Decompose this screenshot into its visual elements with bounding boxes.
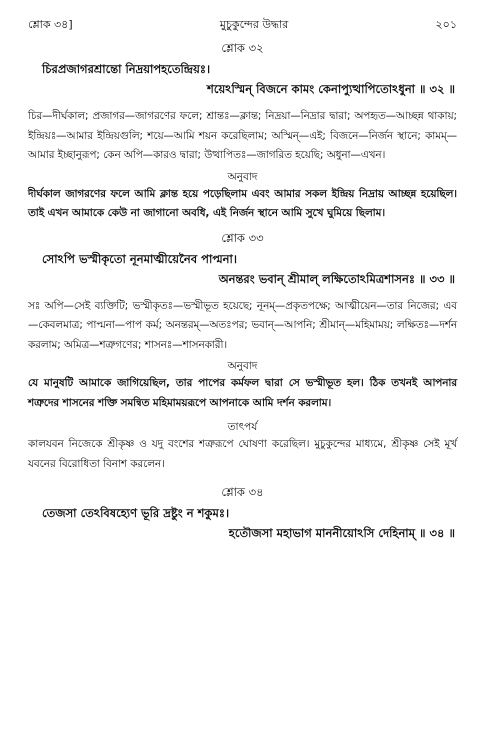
verse-33-translation: যে মানুষটি আমাকে জাগিয়েছিল, তার পাপের কর্মফল দ্বারা সে ভস্মীভূত হল। ঠিক তখনই আপনার শত্রুদের শাসনের শক্তি সমন্বিত মহিমাময়রূপে আপনাকে আমি দর্শন করলাম। bbox=[28, 377, 457, 409]
verse-33-line-1: সোঽপি ভস্মীকৃতো নূনমাত্মীয়েনৈব পাপ্মনা। bbox=[42, 251, 237, 266]
header-verse-ref: শ্লোক ৩৪] bbox=[28, 18, 73, 31]
verse-32-label: শ্লোক ৩২ bbox=[221, 41, 264, 55]
verse-32-synonyms: চির—দীর্ঘকাল; প্রজাগর—জাগরণের ফলে; শ্রান্তঃ—ক্লান্ত; নিদ্রয়া—নিদ্রার দ্বারা; অপহৃত—আচ্ছন্ন থাকায়; ইন্দ্রিয়ঃ—আমার ইন্দ্রিয়গুলি; শয়ে—আমি শয়ন করেছিলাম; অস্মিন্—এই; বিজনে—নির্জন স্থানে; কামম্—আমার ইচ্ছানুরূপ; কেন অপি—কারও দ্বারা; উত্থাপিতঃ—জাগরিত হয়েছি; অধুনা—এখন। bbox=[28, 110, 457, 161]
verse-32-translation: দীর্ঘকাল জাগরণের ফলে আমি ক্লান্ত হয়ে পড়েছিলাম এবং আমার সকল ইন্দ্রিয় নিদ্রায় আচ্ছন্ন হয়েছিল। তাই এখন আমাকে কেউ না জাগানো অবধি, এই নির্জন স্থানে আমি সুখে ঘুমিয়ে ছিলাম। bbox=[28, 187, 457, 219]
header-chapter-title: মুচুকুন্দের উদ্ধার bbox=[219, 18, 289, 31]
verse-34-line-2: হতৌজসা মহাভাগ মাননীয়োঽসি দেহিনাম্ ॥ ৩৪ ॥ bbox=[228, 526, 455, 540]
verse-34-label: শ্লোক ৩৪ bbox=[221, 485, 264, 499]
verse-33-line-2: অনন্তরং ভবান্ শ্রীমাল্ লক্ষিতোঽমিত্রশাসনঃ ॥ ৩৩ ॥ bbox=[218, 271, 455, 286]
verse-34-line-1: তেজসা তেঽবিষহ্যেণ ভূরি দ্রষ্টুং ন শকুমঃ। bbox=[42, 506, 230, 520]
running-header bbox=[28, 16, 457, 34]
verse-33-synonyms: সঃ অপি—সেই ব্যক্তিটি; ভস্মীকৃতঃ—ভস্মীভূত হয়েছে; নূনম্—প্রকৃতপক্ষে; আত্মীয়েন—তার নিজের; এব—কেবলমাত্র; পাপ্মনা—পাপ কর্ম; অনন্তরম্—অতঃপর; ভবান্—আপনি; শ্রীমান্—মহিমাময়; লক্ষিতঃ—দর্শন করলাম; অমিত্র—শত্রুগণের; শাসনঃ—শাসনকারী। bbox=[28, 299, 457, 351]
verse-32-translation-label: অনুবাদ bbox=[227, 170, 258, 183]
book-page bbox=[0, 16, 479, 743]
verse-32-line-1: চিরপ্রজাগরশ্রান্তো নিদ্রয়াপহতেন্দ্রিয়ঃ। bbox=[42, 62, 211, 76]
verse-33-label: শ্লোক ৩৩ bbox=[221, 230, 264, 245]
header-page-number: ২০১ bbox=[435, 18, 457, 31]
verse-33-translation-label: অনুবাদ bbox=[227, 360, 258, 372]
verse-33-purport-label: তাৎপর্য bbox=[227, 421, 258, 433]
verse-33-purport: কালযবন নিজেকে শ্রীকৃষ্ণ ও যদু বংশের শত্রুরূপে ঘোষণা করেছিল। মুচুকুন্দের মাধ্যমে, শ্রীকৃষ্ণ সেই মূর্খ যবনের বিরোধিতা বিনাশ করলেন। bbox=[28, 438, 457, 470]
verse-32-line-2: শয়েঽস্মিন্ বিজনে কামং কেনাপ্যুত্থাপিতোঽধুনা ॥ ৩২ ॥ bbox=[207, 82, 455, 96]
